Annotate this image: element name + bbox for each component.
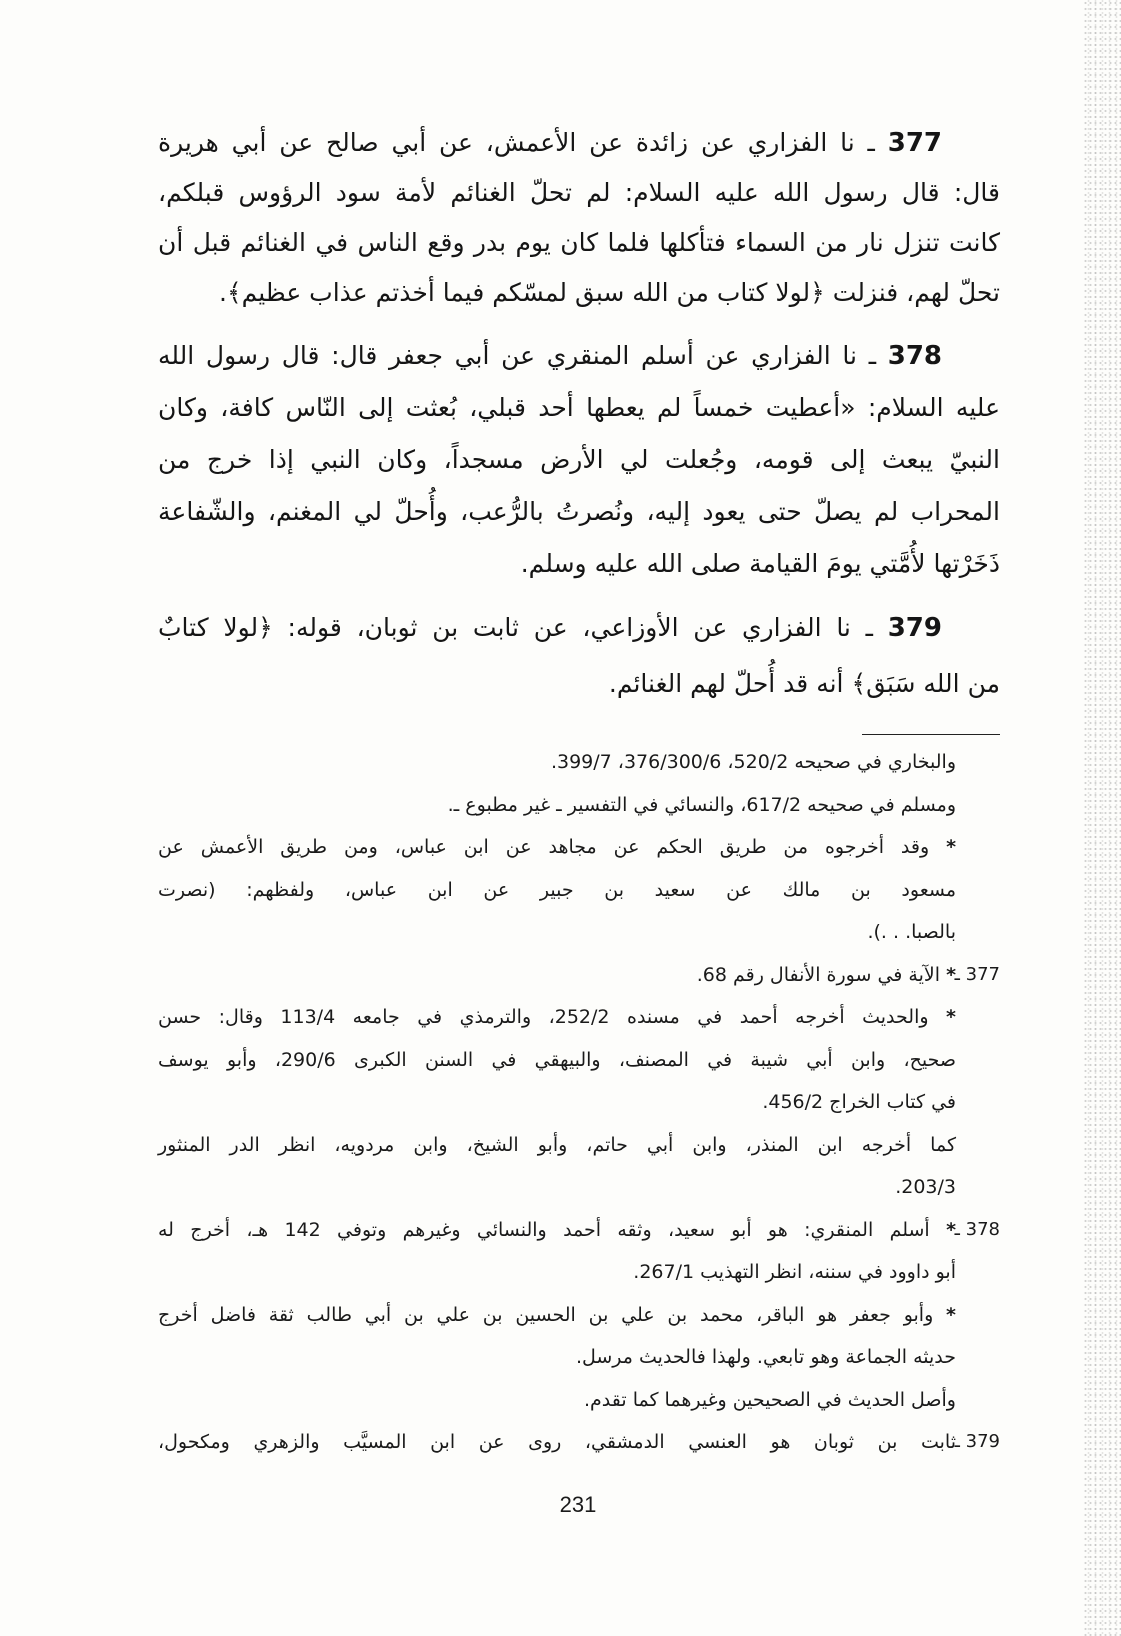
footnote-asterisk: * xyxy=(946,836,956,858)
footnote-text: والبخاري في صحيحه 520/2، 376/300/6، 399/7. xyxy=(550,751,956,773)
footnote-asterisk: * xyxy=(946,1006,956,1028)
footnote-line xyxy=(158,1124,1000,1167)
text-line xyxy=(158,600,1000,656)
footnote-line xyxy=(158,1039,1000,1082)
footnote-line xyxy=(158,1421,1000,1464)
footnote-line xyxy=(158,784,1000,827)
page-number: 231 xyxy=(559,1492,597,1517)
footnote-text: أبو داوود في سننه، انظر التهذيب 267/1. xyxy=(633,1261,956,1283)
footnote-text: ومسلم في صحيحه 617/2، والنسائي في التفسير ـ غير مطبوع ـ. xyxy=(447,793,956,816)
hadith-number: 377 xyxy=(887,128,943,158)
text-line: المحراب لم يصلّ حتى يعود إليه، ونُصرتُ بالرُّعب، وأُحلّ لي المغنم، والشّفاعة xyxy=(158,497,1000,526)
hadith-number: 378 xyxy=(887,341,943,371)
text-line: تحلّ لهم، فنزلت ﴿لولا كتاب من الله سبق لمسّكم فيما أخذتم عذاب عظيم﴾. xyxy=(219,278,1000,307)
footnote-text: وقد أخرجوه من طريق الحكم عن مجاهد عن ابن عباس، ومن طريق الأعمش عن xyxy=(158,836,930,858)
footnote-line xyxy=(158,1081,1000,1124)
footnote-body xyxy=(158,1209,956,1252)
footnote-body xyxy=(158,996,956,1039)
footnote-body xyxy=(158,826,956,869)
footnote-line xyxy=(158,954,1000,997)
footnote-asterisk: * xyxy=(946,1303,956,1326)
footnote-text: بالصبا. . .). xyxy=(867,921,956,943)
line-text: ـ نا الفزاري عن الأوزاعي، عن ثابت بن ثوبان، قوله: ﴿لولا كتابٌ xyxy=(158,613,873,642)
text-line xyxy=(158,330,1000,382)
footnote-text: في كتاب الخراج 456/2. xyxy=(762,1091,956,1113)
footnote-line xyxy=(158,1166,1000,1209)
footnote-line xyxy=(158,996,1000,1039)
line-text: ـ نا الفزاري عن أسلم المنقري عن أبي جعفر قال: قال رسول الله xyxy=(158,341,877,370)
footnote-text: كما أخرجه ابن المنذر، وابن أبي حاتم، وأبو الشيخ، وابن مردويه، انظر الدر المنثور xyxy=(158,1133,956,1156)
footnote-line xyxy=(158,1294,1000,1337)
footnote-line xyxy=(158,911,1000,954)
line-text: ـ نا الفزاري عن زائدة عن الأعمش، عن أبي صالح عن أبي هريرة xyxy=(158,128,875,157)
footnote-text: حديثه الجماعة وهو تابعي. ولهذا فالحديث مرسل. xyxy=(575,1346,956,1368)
footnote-text: وأصل الحديث في الصحيحين وغيرهما كما تقدم. xyxy=(583,1388,956,1411)
footnote-text: مسعود بن مالك عن سعيد بن جبير عن ابن عباس، ولفظهم: (نصرت xyxy=(158,878,956,901)
footnote-text: وأبو جعفر هو الباقر، محمد بن علي بن الحسين بن علي بن أبي طالب ثقة فاضل أخرج xyxy=(158,1303,934,1326)
footnote-line xyxy=(158,1209,1000,1252)
footnote-body xyxy=(158,1294,956,1337)
text-line xyxy=(158,118,1000,168)
footnote-body xyxy=(158,954,956,997)
footnote-text: والحديث أخرجه أحمد في مسنده 252/2، والترمذي في جامعه 113/4 وقال: حسن xyxy=(158,1006,929,1028)
footnote-line xyxy=(158,826,1000,869)
footnote-number: 377 ـ xyxy=(954,963,1000,985)
hadith-377 xyxy=(158,118,1000,318)
footnote-line xyxy=(158,741,1000,784)
text-line: من الله سَبَق﴾ أنه قد أُحلّ لهم الغنائم. xyxy=(608,669,1000,698)
footnotes xyxy=(158,741,1000,1464)
footnote-line xyxy=(158,1379,1000,1422)
hadith-number: 379 xyxy=(887,613,942,643)
text-line: ذَخَرْتها لأُمَّتي يومَ القيامة صلى الله عليه وسلم. xyxy=(520,549,1000,578)
footnote-separator xyxy=(862,734,1000,735)
footnote-text: ثابت بن ثوبان هو العنسي الدمشقي، روى عن ابن المسيَّب والزهري ومكحول، xyxy=(158,1431,956,1453)
text-line: النبيّ يبعث إلى قومه، وجُعلت لي الأرض مسجداً، وكان النبي إذا خرج من xyxy=(158,445,1000,474)
footnote-number: 378 ـ xyxy=(954,1218,1000,1240)
hadith-379 xyxy=(158,600,1000,712)
text-line: كانت تنزل نار من السماء فتأكلها فلما كان يوم بدر وقع الناس في الغنائم قبل أن xyxy=(158,228,1000,257)
footnote-line xyxy=(158,1251,1000,1294)
footnote-line xyxy=(158,869,1000,912)
footnote-text: الآية في سورة الأنفال رقم 68. xyxy=(696,963,941,986)
footnote-asterisk: * xyxy=(946,1218,956,1241)
hadith-378 xyxy=(158,330,1000,590)
footnote-line xyxy=(158,1336,1000,1379)
footnote-text: 203/3. xyxy=(895,1176,956,1198)
text-line: قال: قال رسول الله عليه السلام: لم تحلّ الغنائم لأمة سود الرؤوس قبلكم، xyxy=(158,178,1000,207)
text-line: عليه السلام: «أعطيت خمساً لم يعطها أحد قبلي، بُعثت إلى النّاس كافة، وكان xyxy=(158,393,1000,422)
scan-edge-texture xyxy=(1083,0,1121,1636)
footnote-asterisk: * xyxy=(946,963,956,986)
footnote-number: 379 ـ xyxy=(954,1431,1000,1452)
footnote-text: أسلم المنقري: هو أبو سعيد، وثقه أحمد والنسائي وغيرهم وتوفي 142 هـ، أخرج له xyxy=(158,1218,930,1241)
footnote-text: صحيح، وابن أبي شيبة في المصنف، والبيهقي في السنن الكبرى 290/6، وأبو يوسف xyxy=(158,1048,956,1071)
